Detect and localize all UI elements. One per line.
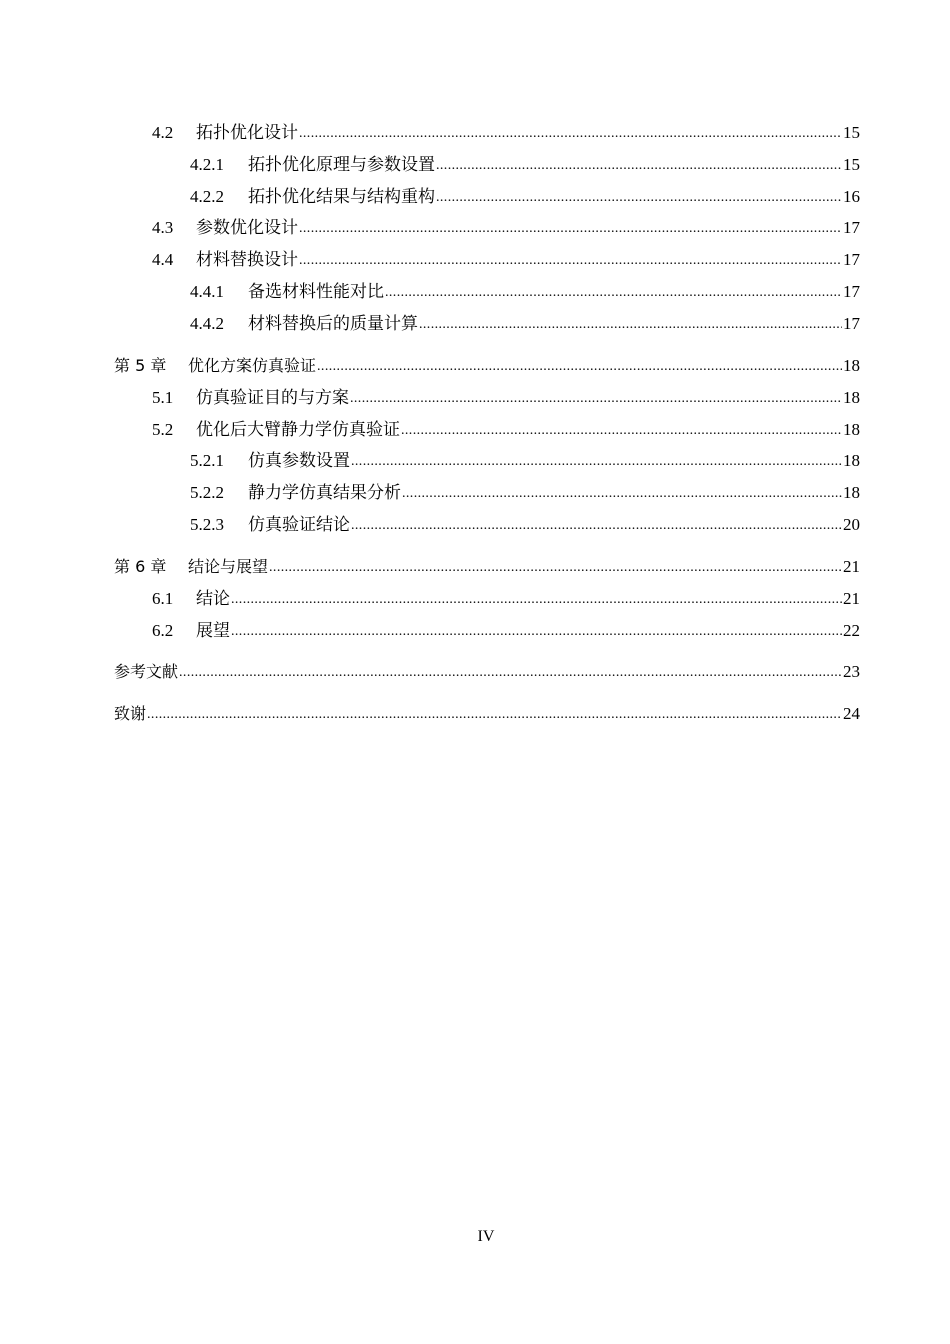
toc-leader-dots [269,558,842,578]
toc-entry-title: 优化后大臂静力学仿真验证 [196,420,400,439]
toc-entry-page: 18 [843,420,860,439]
toc-entry-page: 22 [843,621,860,640]
toc-entry[interactable] [0,701,950,725]
toc-entry-title: 拓扑优化结果与结构重构 [248,187,435,206]
toc-leader-dots [419,315,842,335]
toc-entry[interactable] [0,448,950,472]
toc-entry-number: 第 5 章 [114,356,167,375]
toc-entry[interactable] [0,417,950,441]
toc-entry-page: 17 [843,282,860,301]
toc-entry-number: 4.2.2 [190,187,224,206]
toc-leader-dots [401,421,842,441]
toc-entry-number: 4.2 [152,123,174,142]
toc-entry-page: 15 [843,155,860,174]
toc-entry-page: 17 [843,218,860,237]
toc-entry[interactable] [0,586,950,610]
toc-entry-number: 5.2 [152,420,174,439]
toc-entry-number: 5.2.2 [190,483,224,502]
toc-leader-dots [385,283,842,303]
toc-leader-dots [317,357,842,377]
toc-leader-dots [402,484,842,504]
toc-entry-title: 静力学仿真结果分析 [248,483,401,502]
toc-entry-page: 20 [843,515,860,534]
toc-entry-page: 15 [843,123,860,142]
toc-entry-number: 4.2.1 [190,155,224,174]
toc-entry-page: 23 [843,662,860,681]
toc-entry-number: 4.3 [152,218,174,237]
toc-entry-title: 展望 [196,621,230,640]
toc-entry[interactable] [0,480,950,504]
toc-entry[interactable] [0,215,950,239]
toc-entry-number: 5.2.3 [190,515,224,534]
toc-entry-title: 仿真参数设置 [248,451,350,470]
toc-leader-dots [350,389,842,409]
toc-entry-title: 仿真验证目的与方案 [196,388,349,407]
toc-entry-page: 21 [843,557,860,576]
toc-entry[interactable] [0,353,950,377]
toc-entry-page: 18 [843,483,860,502]
toc-entry[interactable] [0,247,950,271]
toc-entry[interactable] [0,184,950,208]
toc-entry-number: 4.4.1 [190,282,224,301]
toc-entry-title: 拓扑优化设计 [196,123,298,142]
toc-entry-title: 参考文献 [114,662,179,681]
toc-entry[interactable] [0,279,950,303]
toc-entry-page: 18 [843,451,860,470]
toc-entry-title: 备选材料性能对比 [248,282,384,301]
toc-leader-dots [436,188,842,208]
toc-entry-number: 5.1 [152,388,174,407]
toc-entry-title: 结论与展望 [188,557,269,576]
toc-leader-dots [179,663,842,683]
toc-leader-dots [436,156,842,176]
toc-entry-title: 参数优化设计 [196,218,298,237]
toc-entry-page: 18 [843,388,860,407]
toc-entry[interactable] [0,120,950,144]
toc-entry[interactable] [0,311,950,335]
toc-leader-dots [299,124,842,144]
page-footer-number: IV [477,1228,495,1245]
toc-entry-number: 6.2 [152,621,174,640]
toc-entry-title: 材料替换后的质量计算 [248,314,418,333]
toc-entry-title: 优化方案仿真验证 [188,356,317,375]
toc-entry-title: 致谢 [114,704,147,723]
toc-entry-title: 结论 [196,589,230,608]
toc-entry[interactable] [0,618,950,642]
toc-leader-dots [299,251,842,271]
toc-entry-page: 24 [843,704,860,723]
toc-entry[interactable] [0,385,950,409]
toc-entry-title: 拓扑优化原理与参数设置 [248,155,435,174]
toc-entry-title: 材料替换设计 [196,250,298,269]
toc-entry[interactable] [0,152,950,176]
toc-entry-page: 18 [843,356,860,375]
toc-entry-number: 第 6 章 [114,557,167,576]
toc-entry[interactable] [0,554,950,578]
toc-leader-dots [231,590,842,610]
toc-entry-page: 17 [843,314,860,333]
toc-entry[interactable] [0,659,950,683]
toc-leader-dots [147,705,842,725]
toc-entry-page: 16 [843,187,860,206]
toc-leader-dots [351,516,842,536]
toc-leader-dots [351,452,842,472]
toc-entry-title: 仿真验证结论 [248,515,350,534]
toc-entry-number: 6.1 [152,589,174,608]
toc-entry-page: 17 [843,250,860,269]
toc-entry-number: 4.4 [152,250,174,269]
toc-entry-number: 5.2.1 [190,451,224,470]
toc-entry-number: 4.4.2 [190,314,224,333]
toc-entry[interactable] [0,512,950,536]
toc-leader-dots [299,219,842,239]
toc-entry-page: 21 [843,589,860,608]
toc-leader-dots [231,622,842,642]
